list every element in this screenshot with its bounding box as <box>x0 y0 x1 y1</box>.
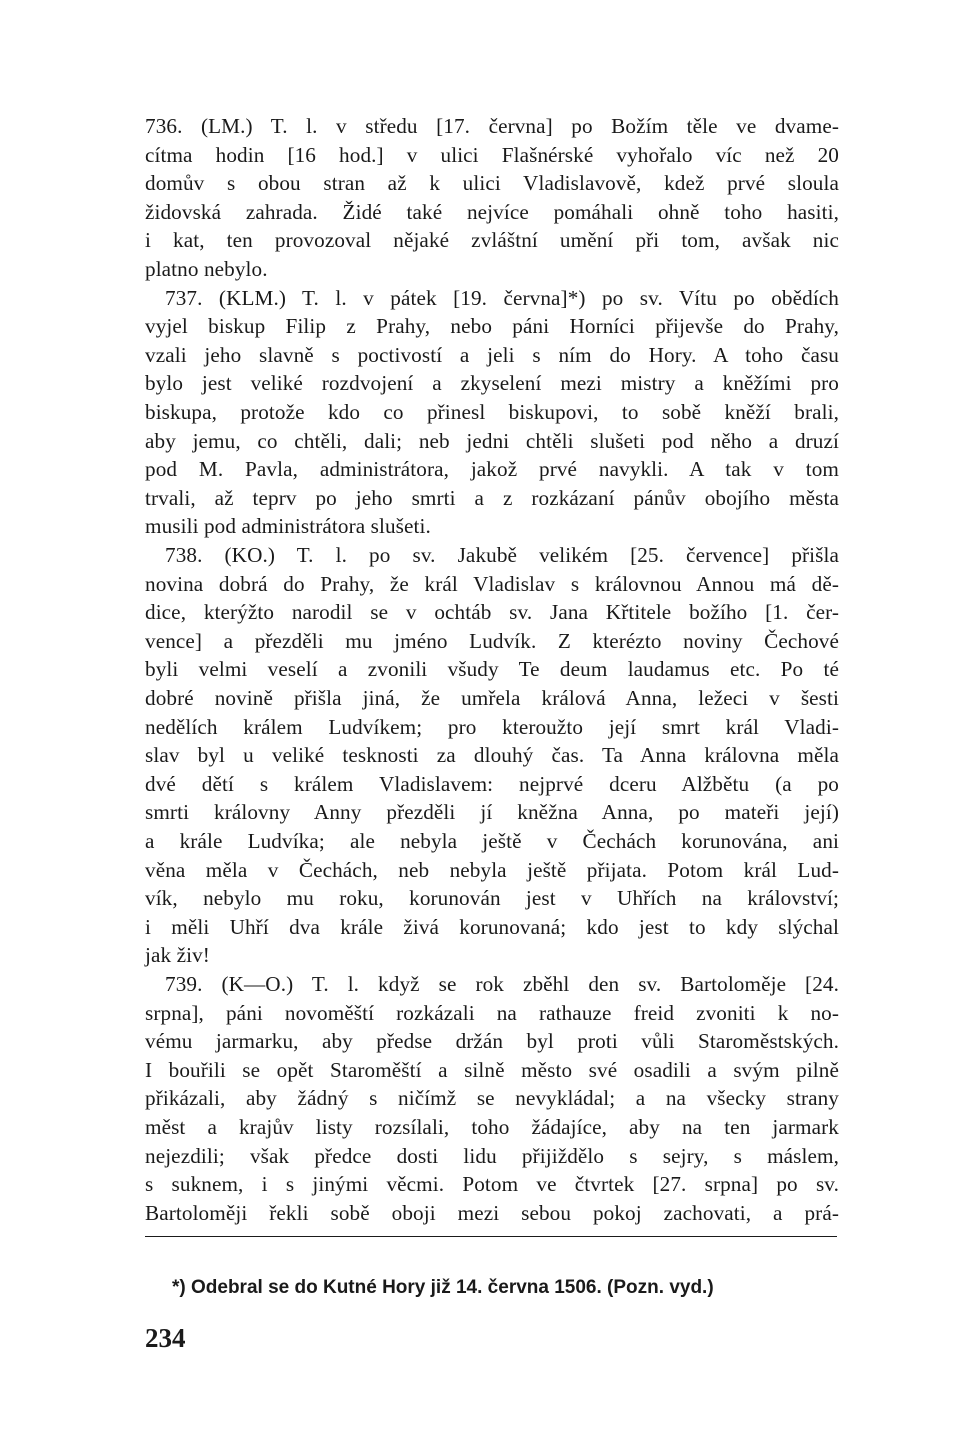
text-line: byli velmi veselí a zvonili všudy Te deum laudamus etc. Po té <box>145 657 839 682</box>
text-line: 739. (K—O.) T. l. když se rok zběhl den sv. Bartoloměje [24. <box>165 972 839 996</box>
footnote-divider <box>145 1236 837 1237</box>
text-line: musili pod administrátora slušeti. <box>145 514 431 539</box>
text-line: vence] a přezděli mu jméno Ludvík. Z kterézto noviny Čechové <box>145 628 839 653</box>
text-line: nedělích králem Ludvíkem; pro kteroužto její smrt král Vladi- <box>145 714 839 739</box>
text-line: nejezdili; však předce dosti lidu přijiždělo s sejry, s máslem, <box>145 1143 839 1168</box>
text-line: vyjel biskup Filip z Prahy, nebo páni Horníci přijevše do Prahy, <box>145 314 839 339</box>
text-line: pod M. Pavla, administrátora, jakož prvé navykli. A tak v tom <box>145 457 839 482</box>
text-line: aby jemu, co chtěli, dali; neb jedni chtěli slušeti pod něho a druzí <box>145 428 839 453</box>
text-line: i kat, ten provozoval nějaké zvláštní umění při tom, avšak nic <box>145 228 839 253</box>
text-line: 737. (KLM.) T. l. v pátek [19. června]*) po sv. Vítu po obědích <box>165 285 839 310</box>
text-line: cítma hodin [16 hod.] v ulici Flašnérské vyhořalo víc než 20 <box>145 142 839 167</box>
text-line: jak živ! <box>145 943 210 968</box>
text-line: platno nebylo. <box>145 257 268 281</box>
text-line: židovská zahrada. Židé také nejvíce pomáhali ohně toho hasiti, <box>145 199 839 224</box>
text-line: vzali jeho slavně s poctivostí a jeli s ním do Hory. A toho času <box>145 342 839 367</box>
text-line: dice, kterýžto narodil se v ochtáb sv. Jana Křtitele božího [1. čer- <box>145 600 839 625</box>
text-line: dobré novině přišla jiná, že umřela králová Anna, ležeci v šesti <box>145 686 839 710</box>
page-number: 234 <box>145 1323 186 1353</box>
text-line: biskupa, protože kdo co přinesl biskupovi, to sobě kněží brali, <box>145 400 839 424</box>
text-line: slav byl u veliké tesknosti za dlouhý čas. Ta Anna královna měla <box>145 743 839 768</box>
text-line: Bartoloměji řekli sobě oboji mezi sebou pokoj zachovati, a prá- <box>145 1200 839 1225</box>
text-line: a krále Ludvíka; ale nebyla ještě v Čechách korunována, ani <box>145 829 839 853</box>
text-line: domův s obou stran až k ulici Vladislavově, kdež prvé sloula <box>145 171 839 196</box>
text-line: věna měla v Čechách, neb nebyla ještě přijata. Potom král Lud- <box>145 857 839 882</box>
text-line: vému jarmarku, aby předse držán byl proti vůli Staroměstských. <box>145 1029 839 1054</box>
text-line: bylo jest veliké rozdvojení a zkyselení mezi mistry a kněžími pro <box>145 371 839 396</box>
text-line: novina dobrá do Prahy, že král Vladislav s královnou Annou má dě- <box>145 571 839 596</box>
text-line: přikázali, aby žádný s ničímž se nevykládal; a na všecky strany <box>145 1086 839 1111</box>
text-line: trvali, až teprv po jeho smrti a z rozkázaní pánův obojího města <box>145 485 839 510</box>
text-line: i měli Uhří dva krále živá korunovaná; kdo jest to kdy slýchal <box>145 914 839 939</box>
text-line: srpna], páni novoměští rozkázali na rathauze freid zvoniti k no- <box>145 1000 839 1025</box>
footnote: *) Odebral se do Kutné Hory již 14. června 1506. (Pozn. vyd.) <box>172 1277 714 1298</box>
text-line: dvé dětí s králem Vladislavem: nejprvé dceru Alžbětu (a po <box>145 771 839 796</box>
text-line: I bouřili se opět Staroměští a silně město své osadili a svým pilně <box>145 1057 839 1082</box>
text-line: měst a krajův listy rozsílali, toho žádajíce, aby na ten jarmark <box>145 1115 839 1139</box>
text-line: 736. (LM.) T. l. v středu [17. června] po Božím těle ve dvame- <box>145 114 839 138</box>
text-line: s suknem, i s jinými věcmi. Potom ve čtvrtek [27. srpna] po sv. <box>145 1172 839 1197</box>
text-line: 738. (KO.) T. l. po sv. Jakubě velikém [25. července] přišla <box>165 543 839 567</box>
text-line: vík, nebylo mu roku, korunován jest v Uhřích na království; <box>145 886 839 911</box>
text-line: smrti královny Anny přezděli jí kněžna Anna, po mateři její) <box>145 800 839 825</box>
